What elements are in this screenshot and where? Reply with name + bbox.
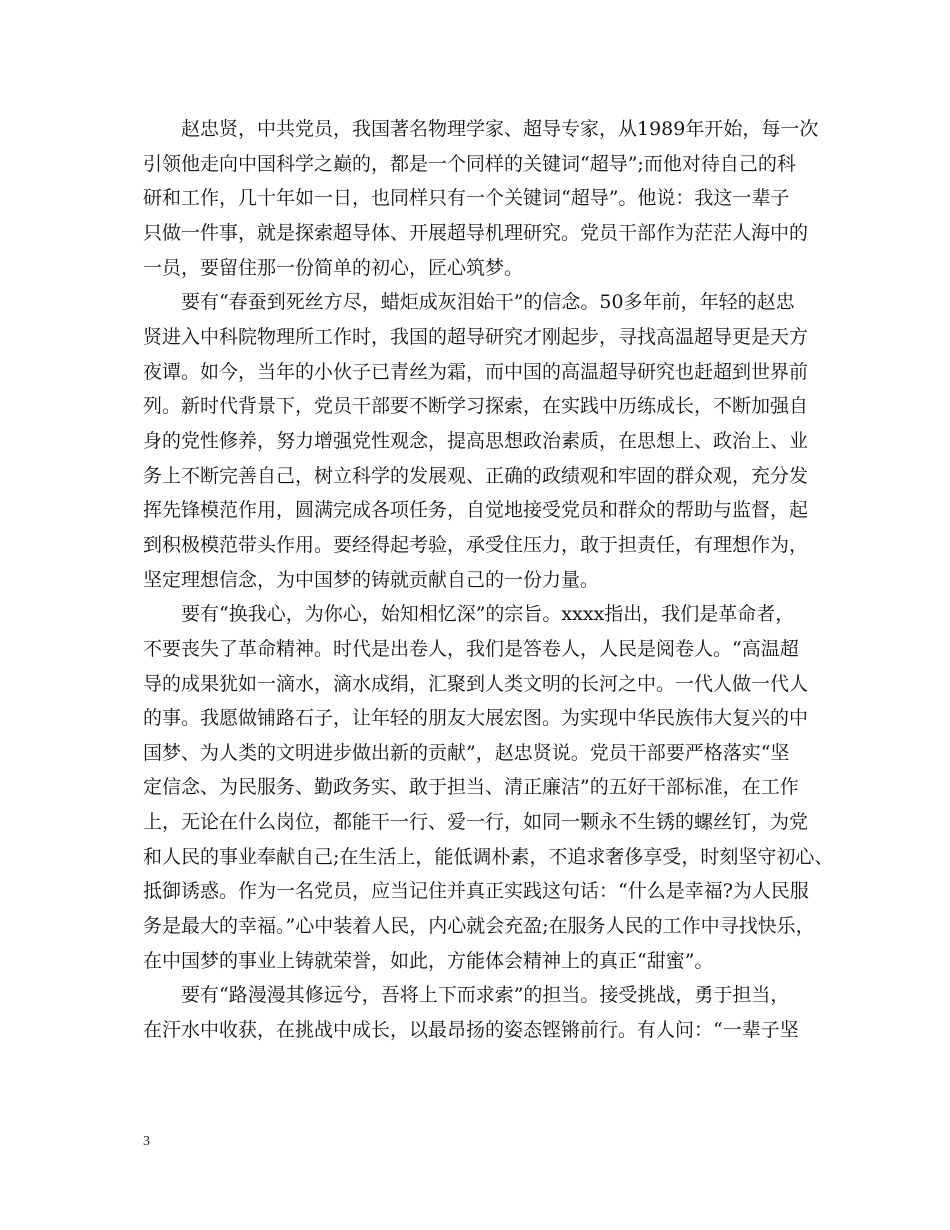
paragraph-1-line: 研和工作，几十年如一日，也同样只有一个关键词“超导”。他说：我这一辈子 <box>143 187 790 210</box>
paragraph-3-line: 在中国梦的事业上铸就荣誉，如此，方能体会精神上的真正“甜蜜”。 <box>143 949 714 972</box>
paragraph-2-line: 身的党性修养，努力增强党性观念，提高思想政治素质，在思想上、政治上、业 <box>143 429 809 452</box>
paragraph-1-line: 一员，要留住那一份简单的初心，匠心筑梦。 <box>143 256 524 279</box>
paragraph-3-line: 导的成果犹如一滴水，滴水成绢，汇聚到人类文明的长河之中。一代人做一代人 <box>143 672 809 695</box>
paragraph-4-line: 要有“路漫漫其修远兮，吾将上下而求索”的担当。接受挑战，勇于担当， <box>181 984 790 1007</box>
body-text <box>143 112 834 1048</box>
paragraph-2-line: 挥先锋模范作用，圆满完成各项任务，自觉地接受党员和群众的帮助与监督，起 <box>143 499 809 522</box>
paragraph-2-line: 坚定理想信念，为中国梦的铸就贡献自己的一份力量。 <box>143 568 600 591</box>
paragraph-3-line: 定信念、为民服务、勤政务实、敢于担当、清正廉洁”的五好干部标准，在工作 <box>143 776 799 799</box>
paragraph-2-line: 要有“春蚕到死丝方尽，蜡炬成灰泪始干”的信念。50多年前，年轻的赵忠 <box>181 291 795 314</box>
paragraph-2-line: 到积极模范带头作用。要经得起考验，承受住压力，敢于担责任，有理想作为， <box>143 533 809 556</box>
paragraph-1-line: 赵忠贤，中共党员，我国著名物理学家、超导专家，从1989年开始，每一次 <box>181 118 819 140</box>
page-number: 3 <box>143 1134 150 1149</box>
paragraph-3-line: 的事。我愿做铺路石子，让年轻的朋友大展宏图。为实现中华民族伟大复兴的中 <box>143 707 809 730</box>
paragraph-2-line: 列。新时代背景下，党员干部要不断学习探索，在实践中历练成长，不断加强自 <box>143 395 809 418</box>
paragraph-3-line: 上，无论在什么岗位，都能干一行、爱一行，如同一颗永不生锈的螺丝钉，为党 <box>143 811 809 834</box>
paragraph-3-line: 不要丧失了革命精神。时代是出卷人，我们是答卷人，人民是阅卷人。“高温超 <box>143 637 799 660</box>
paragraph-4-line: 在汗水中收获，在挑战中成长，以最昂扬的姿态铿锵前行。有人问：“一辈子坚 <box>143 1019 799 1042</box>
paragraph-2-line: 务上不断完善自己，树立科学的发展观、正确的政绩观和牢固的群众观，充分发 <box>143 464 809 487</box>
paragraph-3-line: 和人民的事业奉献自己;在生活上，能低调朴素，不追求奢侈享受，时刻坚守初心、 <box>143 845 834 868</box>
paragraph-3-line: 要有“换我心，为你心，始知相忆深”的宗旨。xxxx指出，我们是革命者， <box>181 603 795 626</box>
paragraph-1-line: 只做一件事，就是探索超导体、开展超导机理研究。党员干部作为茫茫人海中的 <box>143 221 809 244</box>
paragraph-2-line: 贤进入中科院物理所工作时，我国的超导研究才刚起步，寻找高温超导更是天方 <box>143 325 809 348</box>
paragraph-2-line: 夜谭。如今，当年的小伙子已青丝为霜，而中国的高温超导研究也赶超到世界前 <box>143 360 809 383</box>
paragraph-3-line: 务是最大的幸福。”心中装着人民，内心就会充盈;在服务人民的工作中寻找快乐， <box>143 915 815 938</box>
paragraph-1-line: 引领他走向中国科学之巅的，都是一个同样的关键词“超导”;而他对待自己的科 <box>143 152 796 175</box>
paragraph-3-line: 抵御诱惑。作为一名党员，应当记住并真正实践这句话：“什么是幸福?为人民服 <box>143 880 809 903</box>
paragraph-3-line: 国梦、为人类的文明进步做出新的贡献”，赵忠贤说。党员干部要严格落实“坚 <box>143 741 790 764</box>
